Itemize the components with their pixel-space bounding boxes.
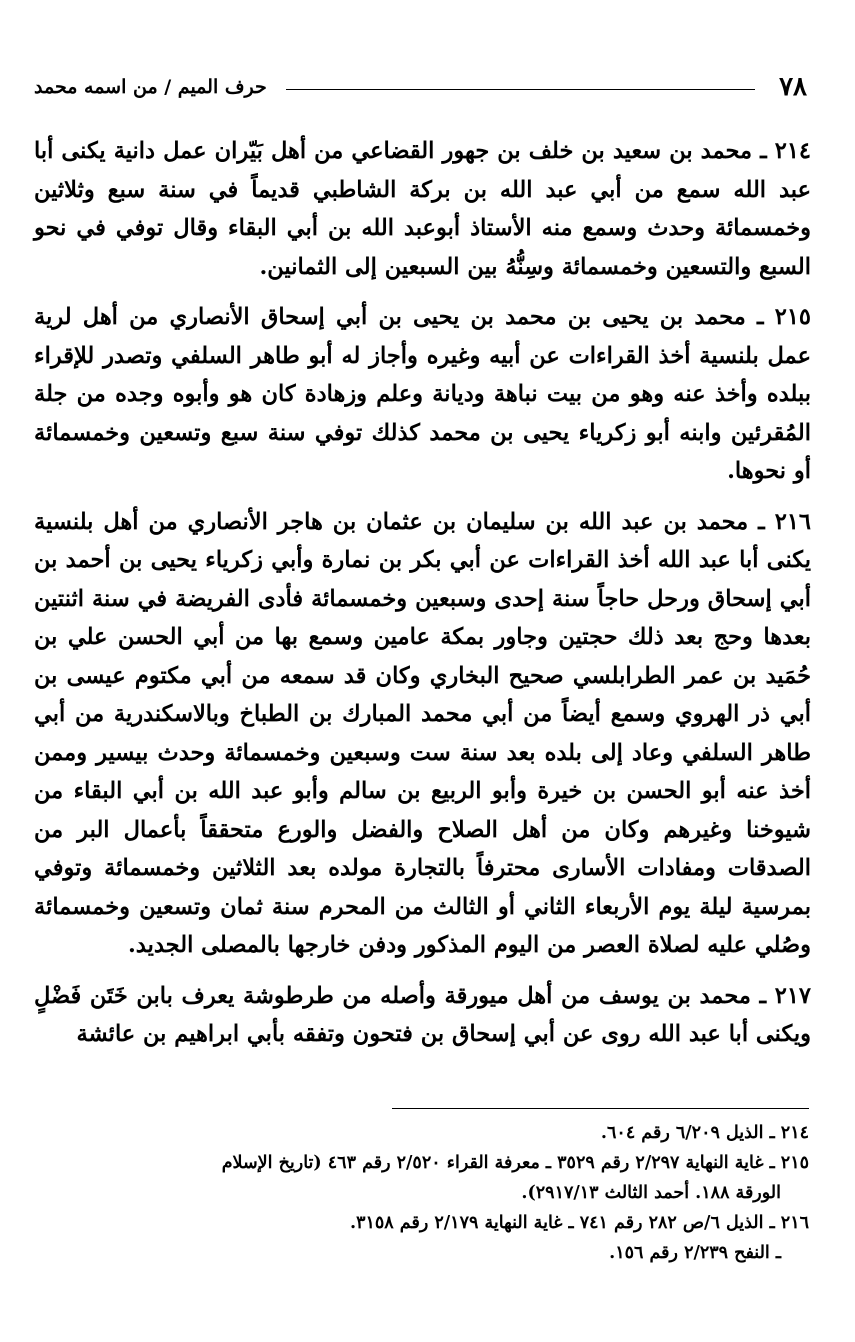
footnote-214: ٢١٤ ـ الذيل ٦/٢٠٩ رقم ٦٠٤. [600, 1123, 809, 1143]
entry-215 [34, 298, 811, 491]
footnote-number: ٢١٤ [780, 1123, 809, 1143]
entry-214 [34, 132, 811, 286]
entry-216 [34, 503, 811, 965]
footnote-216: ٢١٦ ـ الذيل ٦/ص ٢٨٢ رقم ٧٤١ ـ غاية النهاية ٢/١٧٩ رقم ٣١٥٨. ـ النفح ٢/٢٣٩ رقم ١٥٦. [34, 1208, 809, 1268]
footnote-continuation: ـ النفح ٢/٢٣٩ رقم ١٥٦. [609, 1243, 781, 1263]
running-title: حرف الميم / من اسمه محمد [34, 76, 267, 98]
entry-number: ٢١٧ ـ [750, 982, 811, 1009]
entry-text: محمد بن عبد الله بن سليمان بن عثمان بن هاجر الأنصاري من أهل بلنسية يكنى أبا عبد الله أخذ القراءات عن أبي بكر بن نمارة وأبي زكرياء يحيى بن أحمد بن أبي إسحاق ورحل حاجاً سنة إحدى وسبعين وخمسمائة فأدى الفريضة في سنة اثنتين بعدها وحج بعد ذلك حجتين وجاور بمكة عامين وسمع بها من أبي الحسن علي بن حُمَيد بن عمر الطرابلسي صحيح البخاري وكان قد سمعه من أبي مكتوم عيسى بن أبي ذر الهروي وسمع أيضاً من أبي محمد المبارك بن الطباخ وبالاسكندرية من أبي طاهر السلفي وعاد إلى بلده بعد سنة ست وسبعين وخمسمائة وحدث بيسير وممن أخذ عنه أبو الحسن بن خيرة وأبو الربيع بن سالم وأبو عبد الله بن أبي البقاء من شيوخنا وغيرهم وكان من أهل الصلاح والفضل والورع متحققاً بأعمال البر من الصدقات ومفادات الأسارى محترفاً بالتجارة مولده بعد الثلاثين وخمسمائة وتوفي بمرسية ليلة يوم الأربعاء الثاني أو الثالث من المحرم سنة ثمان وتسعين وخمسمائة وصُلي عليه لصلاة العصر من اليوم المذكور ودفن خارجها بالمصلى الجديد. [34, 508, 811, 958]
footnote-text: الذيل ٦/ص ٢٨٢ رقم ٧٤١ ـ غاية النهاية ٢/١٧٩ رقم ٣١٥٨. [350, 1213, 764, 1233]
footnote-number: ٢١٥ [780, 1153, 809, 1173]
footnote-text: غاية النهاية ٢/٢٩٧ رقم ٣٥٢٩ ـ معرفة القراء ٢/٥٢٠ رقم ٤٦٣ (تاريخ الإسلام [221, 1153, 764, 1173]
main-text [34, 132, 811, 1066]
footnote-rule [392, 1108, 809, 1109]
page-header [34, 70, 807, 104]
entry-text: محمد بن يحيى بن محمد بن يحيى بن أبي إسحاق الأنصاري من أهل لرية عمل بلنسية أخذ القراءات عن أبيه وغيره وأجاز له أبو طاهر السلفي وتصدر للإقراء ببلده وأخذ عنه وهو من بيت نباهة وديانة وعلم وزهادة كان هو وأبوه وجده من جلة المُقرئين وابنه أبو زكرياء يحيى بن محمد كذلك توفي سنة سبع وتسعين وخمسمائة أو نحوها. [34, 304, 811, 484]
entry-text: محمد بن يوسف من أهل ميورقة وأصله من طرطوشة يعرف بابن خَتَن فَضْلٍ ويكنى أبا عبد الله روى عن أبي إسحاق بن فتحون وتفقه بأبي ابراهيم بن عائشة [34, 982, 811, 1047]
footnote-number: ٢١٦ [780, 1213, 809, 1233]
footnotes [34, 1118, 809, 1268]
entry-number: ٢١٥ ـ [745, 304, 811, 330]
header-rule [286, 89, 755, 90]
entry-number: ٢١٤ ـ [752, 138, 811, 164]
entry-number: ٢١٦ ـ [748, 508, 811, 535]
entry-text: محمد بن سعيد بن خلف بن جهور القضاعي من أهل بَيّران عمل دانية يكنى أبا عبد الله سمع من أبي عبد الله بن بركة الشاطبي قديماً في سنة سبع وثلاثين وخمسمائة وحدث وسمع منه الأستاذ أبوعبد الله بن أبي البقاء وقال توفي في نحو السبع والتسعين وخمسمائة وسِنُّهُ بين السبعين إلى الثمانين. [34, 138, 811, 280]
footnote-215: ٢١٥ ـ غاية النهاية ٢/٢٩٧ رقم ٣٥٢٩ ـ معرفة القراء ٢/٥٢٠ رقم ٤٦٣ (تاريخ الإسلام الورقة ١٨٨. أحمد الثالث ٢٩١٧/١٣). [34, 1148, 809, 1208]
entry-217 [34, 977, 811, 1054]
footnote-text: الذيل ٦/٢٠٩ رقم ٦٠٤. [600, 1123, 764, 1143]
footnote-continuation: الورقة ١٨٨. أحمد الثالث ٢٩١٧/١٣). [521, 1183, 781, 1203]
page-number: ٧٨ [779, 72, 807, 102]
